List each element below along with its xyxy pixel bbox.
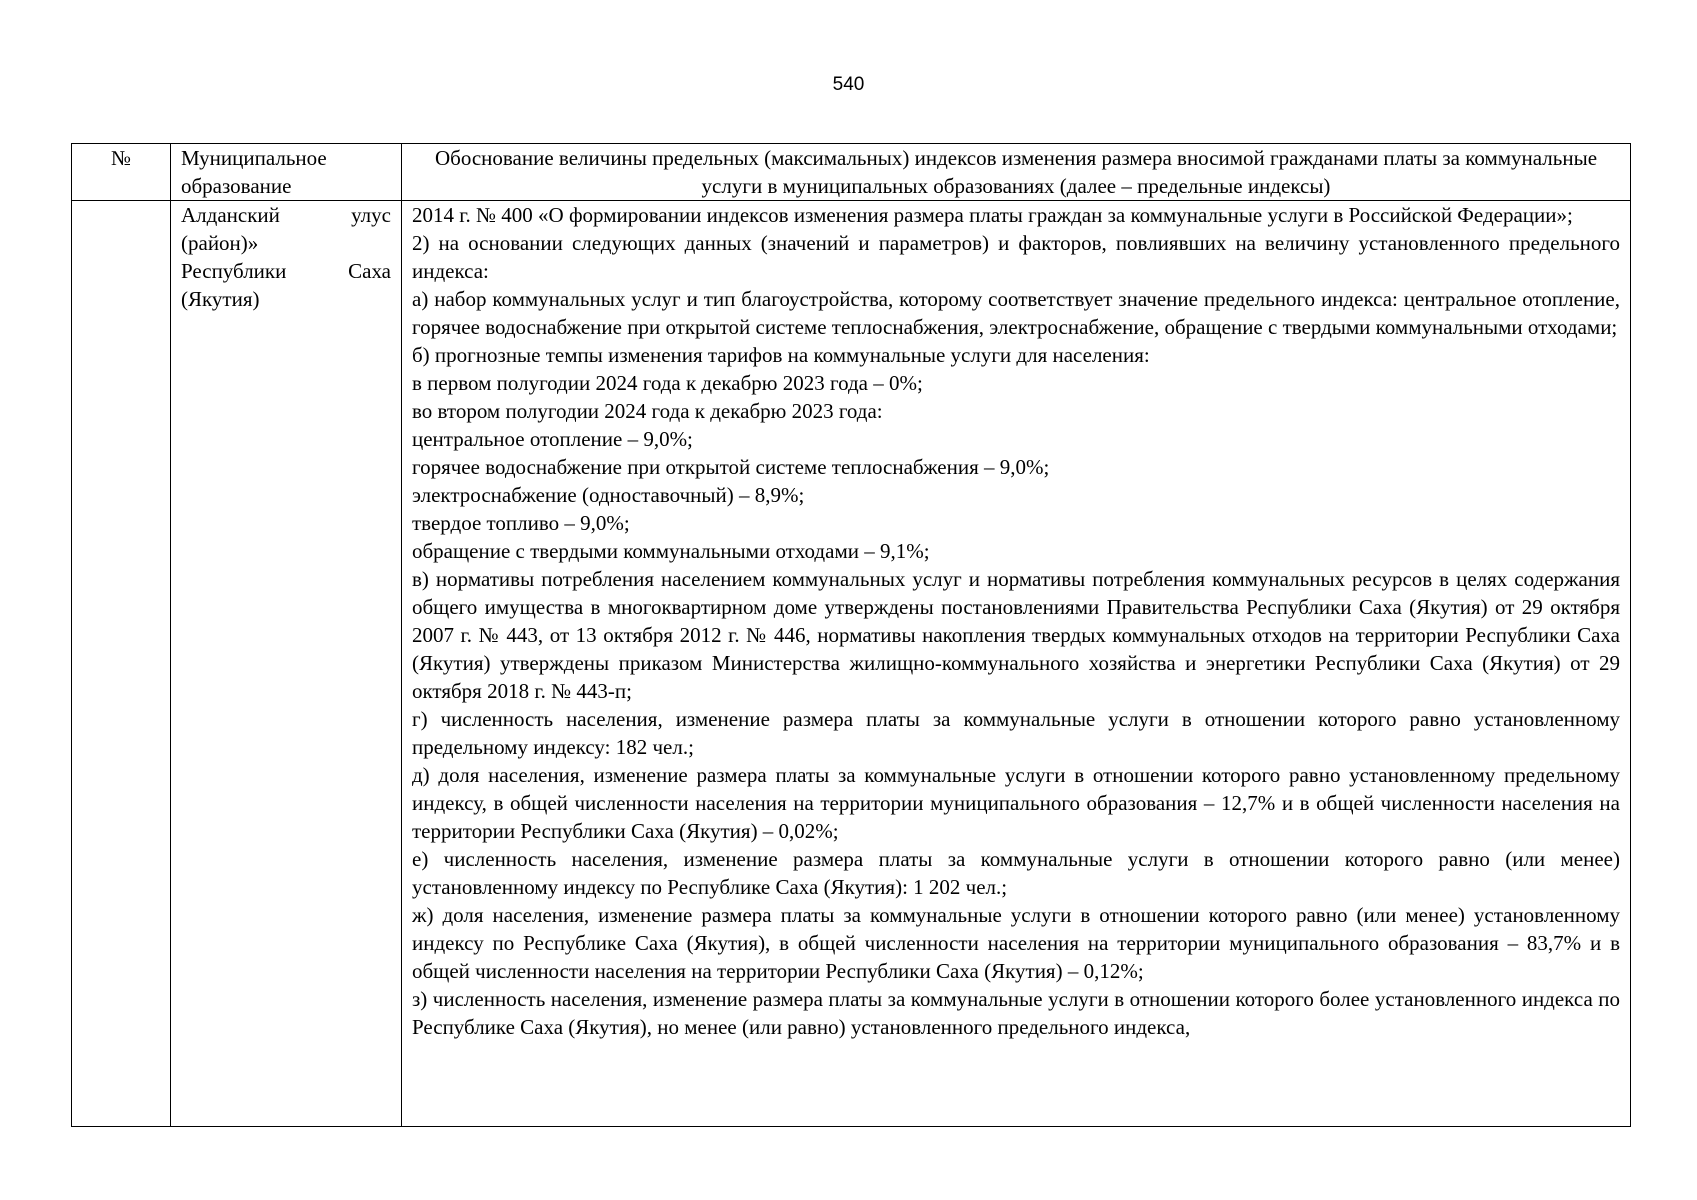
paragraph: в первом полугодии 2024 года к декабрю 2023 года – 0%; <box>412 371 923 395</box>
municipality-line: Алданский улус <box>181 203 391 227</box>
municipality-line: Республики Саха <box>181 259 391 283</box>
paragraph: е) численность населения, изменение размера платы за коммунальные услуги в отношении которого равно (или менее) установленному индексу по Республике Саха (Якутия): 1 202 чел.; <box>412 847 1620 899</box>
row-number-cell <box>72 201 171 1127</box>
paragraph: г) численность населения, изменение размера платы за коммунальные услуги в отношении которого равно установленному предельному индексу: 182 чел.; <box>412 707 1620 759</box>
paragraph: в) нормативы потребления населением коммунальных услуг и нормативы потребления коммунальных ресурсов в целях содержания общего имущества в многоквартирном доме утверждены постановлениями Правительства Республики Саха (Якутия) от 29 октября 2007 г. № 443, от 13 октября 2012 г. № 446, нормативы накопления твердых коммунальных отходов на территории Республики Саха (Якутия) утверждены приказом Министерства жилищно-коммунального хозяйства и энергетики Республики Саха (Якутия) от 29 октября 2018 г. № 443-п; <box>412 567 1620 703</box>
paragraph: ж) доля населения, изменение размера платы за коммунальные услуги в отношении которого равно (или менее) установленному индексу по Республике Саха (Якутия), в общей численности населения на территории муниципального образования – 83,7% и в общей численности населения на территории Республики Саха (Якутия) – 0,12%; <box>412 903 1620 983</box>
paragraph: электроснабжение (одноставочный) – 8,9%; <box>412 483 805 507</box>
paragraph: а) набор коммунальных услуг и тип благоустройства, которому соответствует значение предельного индекса: центральное отопление, горячее водоснабжение при открытой системе теплоснабжения, электроснабжение, обращение с твердыми коммунальными отходами; <box>412 287 1620 339</box>
municipality-cell <box>171 201 402 1127</box>
paragraph: центральное отопление – 9,0%; <box>412 427 693 451</box>
table-row <box>72 201 1631 1127</box>
header-justification: Обоснование величины предельных (максимальных) индексов изменения размера вносимой гражданами платы за коммунальные услуги в муниципальных образованиях (далее – предельные индексы) <box>402 144 1631 201</box>
table-header-row <box>72 144 1631 201</box>
municipality-line: (район)» <box>181 231 259 255</box>
paragraph: з) численность населения, изменение размера платы за коммунальные услуги в отношении которого более установленного индекса по Республике Саха (Якутия), но менее (или равно) установленного предельного индекса, <box>412 987 1620 1039</box>
paragraph: во втором полугодии 2024 года к декабрю 2023 года: <box>412 399 883 423</box>
municipality-line: (Якутия) <box>181 287 260 311</box>
paragraph: горячее водоснабжение при открытой системе теплоснабжения – 9,0%; <box>412 455 1050 479</box>
paragraph: д) доля населения, изменение размера платы за коммунальные услуги в отношении которого равно установленному предельному индексу, в общей численности населения на территории муниципального образования – 12,7% и в общей численности населения на территории Республики Саха (Якутия) – 0,02%; <box>412 763 1620 843</box>
paragraph: обращение с твердыми коммунальными отходами – 9,1%; <box>412 539 930 563</box>
paragraph: 2) на основании следующих данных (значений и параметров) и факторов, повлиявших на величину установленного предельного индекса: <box>412 231 1620 283</box>
paragraph: б) прогнозные темпы изменения тарифов на коммунальные услуги для населения: <box>412 343 1150 367</box>
paragraph: 2014 г. № 400 «О формировании индексов изменения размера платы граждан за коммунальные услуги в Российской Федерации»; <box>412 203 1573 227</box>
header-municipality: Муниципальное образование <box>171 144 402 201</box>
justification-table <box>71 143 1631 1127</box>
header-number: № <box>72 144 171 201</box>
paragraph: твердое топливо – 9,0%; <box>412 511 630 535</box>
page-number: 540 <box>832 74 865 95</box>
justification-cell <box>402 201 1631 1127</box>
